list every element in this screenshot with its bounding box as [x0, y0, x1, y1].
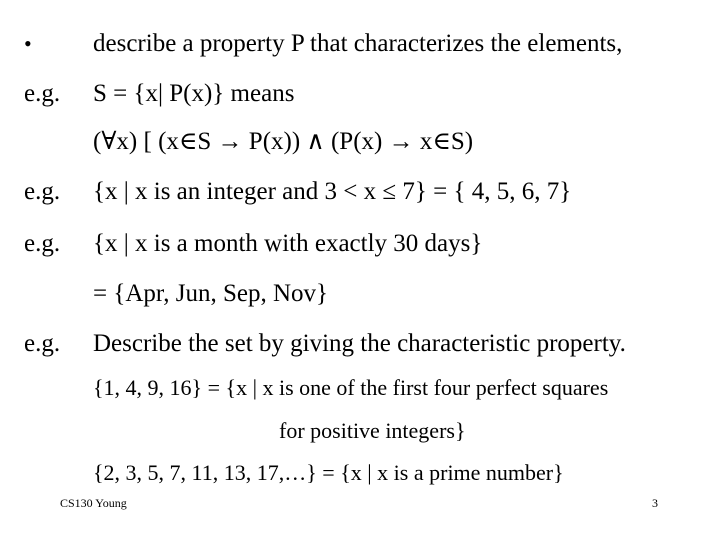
month-set-example: {x | x is a month with exactly 30 days} — [93, 230, 483, 257]
footer-page-number: 3 — [652, 496, 658, 510]
eg-label-3: e.g. — [24, 230, 61, 257]
eg-label-4: e.g. — [24, 330, 61, 357]
perfect-squares-continuation: for positive integers} — [279, 418, 466, 443]
set-builder-line: S = {x| P(x)} means — [93, 80, 295, 107]
perfect-squares-example: {1, 4, 9, 16} = {x | x is one of the first four perfect squares — [93, 375, 609, 400]
integer-set-example: {x | x is an integer and 3 < x ≤ 7} = { 4, 5, 6, 7} — [93, 178, 572, 205]
prime-numbers-example: {2, 3, 5, 7, 11, 13, 17,…} = {x | x is a prime number} — [93, 460, 564, 485]
month-set-result: = {Apr, Jun, Sep, Nov} — [93, 280, 329, 307]
definition-line: describe a property P that characterizes the elements, — [93, 30, 623, 57]
footer-course: CS130 Young — [60, 496, 127, 510]
characteristic-property-prompt: Describe the set by giving the characteristic property. — [93, 330, 626, 357]
eg-label-2: e.g. — [24, 178, 61, 205]
eg-label-1: e.g. — [24, 80, 61, 107]
bullet-marker: • — [24, 31, 32, 56]
logic-formula-line: (∀x) [ (x∈S → P(x)) ∧ (P(x) → x∈S) — [93, 128, 474, 155]
